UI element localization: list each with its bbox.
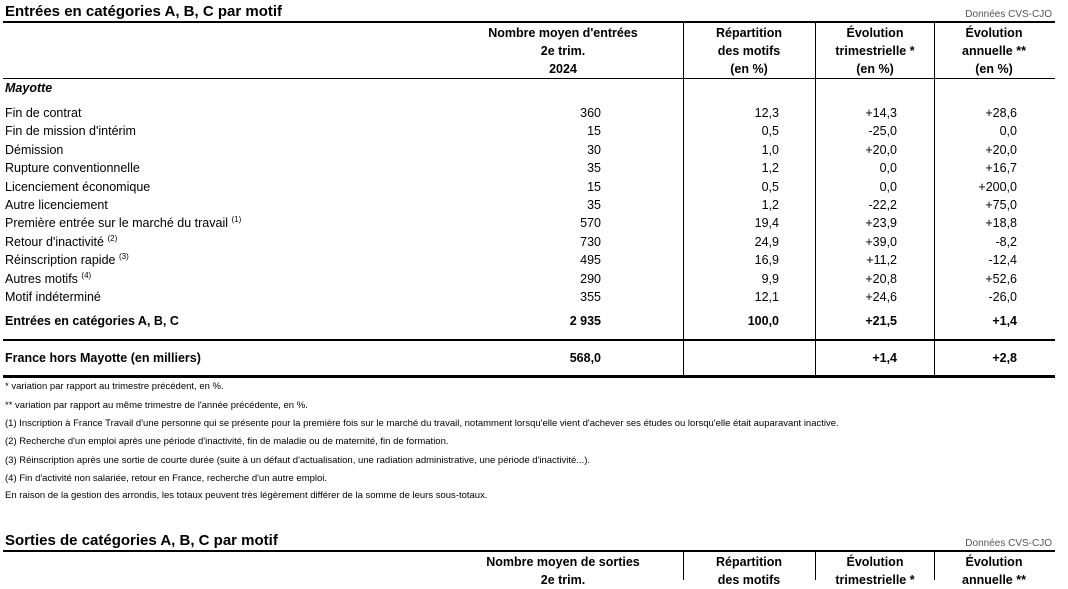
cell-evol-trim: +23,9 [865,216,897,231]
group-label-mayotte: Mayotte [5,81,53,95]
cell-evol-trim: -25,0 [868,124,897,139]
cell-evol-trim: +14,3 [865,106,897,120]
table-row [5,233,1053,251]
footnote: (3) Réinscription après une sortie de courte durée (suite à un défaut d'actualisation, une radiation administrative, une période d'inactivité...). [5,455,591,466]
row-label: Licenciement économique [5,179,151,194]
table-row [5,141,1053,159]
cell-nombre: 15 [587,124,601,139]
cell-evol-trim: +20,0 [865,142,897,157]
entrees-source-note: Données CVS-CJO [965,9,1052,20]
cell-nombre: 35 [587,161,601,176]
entrees-header-rule [3,78,1055,79]
entrees-bottom-rule [3,375,1055,378]
sorties-header-nombre: Nombre moyen de sorties 2e trim. [486,555,640,587]
entrees-header-evol-annuelle: Évolution annuelle ** (en %) [962,26,1026,76]
cell-repartition: 0,5 [761,179,779,194]
cell-nombre: 355 [580,290,601,304]
footnote: (4) Fin d'activité non salariée, retour en France, recherche d'un autre emploi. [5,473,328,484]
cell-repartition: 12,3 [754,106,779,120]
cell-evol-annuelle: +75,0 [985,198,1017,212]
cell-repartition: 16,9 [754,253,779,268]
entrees-top-rule [3,21,1055,23]
sorties-col-divider [934,551,935,580]
cell-evol-trim: -22,2 [868,198,897,212]
france-row [5,349,1053,367]
footnote-marker: (2) [107,233,118,243]
footnote: (2) Recherche d'un emploi après une période d'inactivité, fin de maladie ou de maternité, fin de formation. [5,436,449,447]
sorties-header-evol-annuelle: Évolution annuelle ** [962,555,1026,587]
table-row [5,104,1053,122]
row-label: Autre licenciement [5,198,108,212]
table-row [5,214,1053,232]
footnote: (1) Inscription à France Travail d'une personne qui se présente pour la première fois sur le marché du travail, notamment lorsqu'elle vient d'achever ses études ou lorsqu'elle était auparavant inactive. [5,418,839,429]
cell-repartition: 9,9 [761,271,779,286]
total-row [5,312,1053,330]
cell-evol-annuelle: 0,0 [999,124,1017,139]
sorties-col-divider [815,551,816,580]
total-value-nombre: 2 935 [569,314,601,328]
cell-nombre: 15 [587,179,601,194]
france-value-evol-trim: +1,4 [872,351,897,365]
cell-repartition: 12,1 [754,290,779,304]
cell-evol-annuelle: +20,0 [985,142,1017,157]
sorties-header-evol-trim: Évolution trimestrielle * [835,555,915,587]
cell-evol-trim: +11,2 [866,253,897,268]
total-value-evol-annuelle: +1,4 [992,314,1017,328]
row-label: Démission [5,142,64,157]
row-label: Première entrée sur le marché du travail $^{(1)}$ [5,215,242,231]
footnote-marker: (1) [231,215,242,225]
cell-nombre: 35 [587,198,601,212]
total-value-repartition: 100,0 [747,314,779,328]
cell-nombre: 30 [587,142,601,157]
entrees-header-nombre: Nombre moyen d'entrées 2e trim. 2024 [488,26,638,76]
footnote: ** variation par rapport au même trimestre de l'année précédente, en %. [5,400,308,411]
cell-evol-annuelle: +200,0 [978,179,1017,194]
footnote: * variation par rapport au trimestre précédent, en %. [5,381,224,392]
cell-evol-trim: +20,8 [865,271,897,286]
table-row [5,270,1053,288]
cell-evol-annuelle: +28,6 [985,106,1017,120]
footnote: En raison de la gestion des arrondis, les totaux peuvent très légèrement différer de la somme de leurs sous-totaux. [5,490,488,501]
entrees-header-evol-trim: Évolution trimestrielle * (en %) [835,26,915,76]
total-rule [3,339,1055,341]
cell-evol-annuelle: -26,0 [988,290,1017,304]
sorties-top-rule [3,550,1055,552]
row-label: Réinscription rapide $^{(3)}$ [5,252,129,268]
row-label: Autres motifs $^{(4)}$ [5,270,92,286]
cell-evol-annuelle: -8,2 [995,234,1017,249]
cell-repartition: 19,4 [754,216,779,231]
cell-nombre: 360 [580,106,601,120]
footnote-marker: (3) [118,252,129,262]
sorties-title: Sorties de catégories A, B, C par motif [5,532,278,549]
table-row [5,251,1053,269]
cell-evol-annuelle: -12,4 [988,253,1017,268]
cell-evol-trim: +39,0 [865,234,897,249]
cell-evol-trim: +24,6 [865,290,897,304]
cell-repartition: 1,0 [761,142,779,157]
cell-evol-annuelle: +18,8 [985,216,1017,231]
cell-repartition: 1,2 [761,161,779,176]
row-label: Retour d'inactivité $^{(2)}$ [5,233,118,249]
total-value-evol-trim: +21,5 [865,314,897,328]
france-value-evol-annuelle: +2,8 [992,351,1017,365]
cell-nombre: 495 [580,253,601,268]
cell-nombre: 290 [580,271,601,286]
total-label: Entrées en catégories A, B, C [5,314,179,328]
footnote-marker: (4) [81,270,92,280]
cell-evol-annuelle: +16,7 [985,161,1017,176]
cell-nombre: 730 [580,234,601,249]
cell-nombre: 570 [580,216,601,231]
cell-evol-trim: 0,0 [879,161,897,176]
entrees-header-repartition: Répartition des motifs (en %) [716,26,782,76]
table-row [5,288,1053,306]
row-label: Fin de contrat [5,106,82,120]
sorties-source-note: Données CVS-CJO [965,538,1052,549]
table-row [5,159,1053,177]
cell-evol-annuelle: +52,6 [985,271,1017,286]
row-label: Rupture conventionnelle [5,161,140,176]
table-row [5,196,1053,214]
entrees-title: Entrées en catégories A, B, C par motif [5,3,283,20]
cell-repartition: 24,9 [754,234,779,249]
table-row [5,122,1053,140]
france-label: France hors Mayotte (en milliers) [5,351,201,365]
table-row [5,178,1053,196]
cell-repartition: 1,2 [761,198,779,212]
row-label: Motif indéterminé [5,290,101,304]
sorties-header-repartition: Répartition des motifs [716,555,782,587]
row-label: Fin de mission d'intérim [5,124,136,139]
cell-evol-trim: 0,0 [879,179,897,194]
france-value-nombre: 568,0 [569,351,601,365]
cell-repartition: 0,5 [761,124,779,139]
sorties-col-divider [683,551,684,580]
